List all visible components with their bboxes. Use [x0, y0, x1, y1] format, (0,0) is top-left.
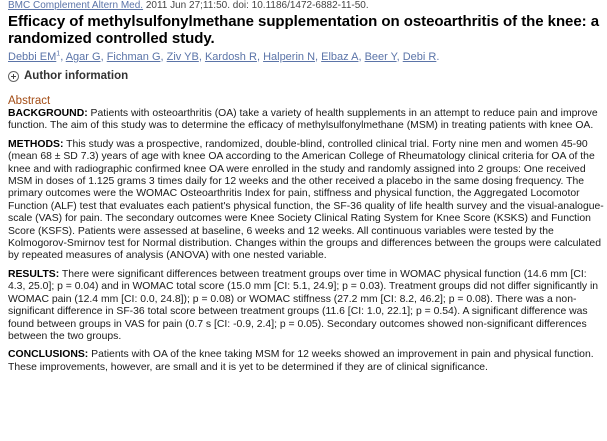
author-separator: , [256, 51, 264, 63]
abstract-conclusions [8, 349, 604, 374]
author-separator: , [198, 51, 205, 63]
author-separator: , [396, 51, 403, 63]
abstract-heading: Abstract [8, 95, 51, 107]
author-link[interactable]: Halperin N [263, 51, 316, 63]
plus-circle-icon[interactable] [8, 71, 19, 82]
citation-details: 2011 Jun 27;11:50. doi: 10.1186/1472-6882-11-50. [143, 0, 369, 11]
author-separator: , [60, 51, 66, 63]
citation-line [8, 0, 604, 12]
author-list [8, 51, 604, 64]
background-text: Patients with osteoarthritis (OA) take a variety of health supplements in an attempt to reduce pain and improve function. The aim of this study was to determine the efficacy of methylsulfonylmethane (MSM) in treating patients with knee OA. [8, 108, 598, 132]
author-separator: , [160, 51, 167, 63]
abstract-methods [8, 139, 604, 263]
author-link[interactable]: Beer Y [364, 51, 397, 63]
author-information-label[interactable]: Author information [24, 70, 129, 82]
background-label: BACKGROUND: [8, 108, 88, 119]
author-separator: , [315, 51, 322, 63]
author-link[interactable]: Ziv YB [166, 51, 199, 63]
abstract-background [8, 108, 604, 133]
article-page [8, 0, 604, 374]
journal-link[interactable]: BMC Complement Altern Med. [8, 0, 144, 11]
results-text: There were significant differences between treatment groups over time in WOMAC physical function (14.6 mm [CI: 4.3, 25.0]; p = 0.04) and in WOMAC total score (15.0 mm [CI: 5.1, 24.9]; p = 0.03). Treatment groups did not differ significantly in WOMAC pain (12.4 mm [CI: 0.0, 24.8]); p = 0.08) or WOMAC stiffness (27.2 mm [CI: 8.2, 46.2]; p = 0.08). There was a non-significant difference in SF-36 total score between treatment groups (11.6 [CI: 1.0, 22.1]; p = 0.54). A significant difference was found between groups in VAS for pain (0.7 s [CI: -0.9, 2.4]; p = 0.05). Secondary outcomes showed non-significant differences between the two groups. [8, 268, 599, 342]
author-affiliation-sup[interactable]: 1 [56, 50, 61, 58]
conclusions-text: Patients with OA of the knee taking MSM for 12 weeks showed an improvement in pain and physical function. These improvements, however, are small and it is yet to be determined if they are of clinical significance. [8, 349, 594, 373]
author-link[interactable]: Debbi EM [8, 51, 57, 63]
abstract-results [8, 269, 604, 343]
author-link[interactable]: Fichman G [106, 51, 161, 63]
article-title: Efficacy of methylsulfonylmethane supplementation on osteoarthritis of the knee: a randomized controlled study. [8, 13, 600, 47]
results-label: RESULTS: [8, 268, 60, 280]
author-separator: , [100, 51, 107, 63]
author-separator: . [436, 51, 440, 63]
methods-text: This study was a prospective, randomized, double-blind, controlled clinical trial. Forty nine men and women 45-90 (mean 68 ± SD 7.3) years of age with knee OA according to the American College of Rheumatology clinical criteria for OA of the knee and with radiographic confirmed knee OA were enrolled in the study and randomly assigned into 2 groups: One received MSM in doses of 1.125 grams 3 times daily for 12 weeks and the other received a placebo in the same dosing frequency. The primary outcomes were the WOMAC Osteoarthritis Index for pain, stiffness and physical function, the Aggregated Locomotor Function (ALF) test that evaluates each patient's physical function, the SF-36 quality of life health survey and the visual-analogue-scale (VAS) for pain. The secondary outcomes were Knee Society Clinical Rating System for Knee Score (KSKS) and Function Score (KSFS). Patients were assessed at baseline, 6 weeks and 12 weeks. All continuous variables were tested by the Kolmogorov-Smirnov test for Normal distribution. Changes within the groups and differences between the groups were calculated by repeated measures of analysis (ANOVA) with one nested variable. [8, 138, 604, 262]
author-link[interactable]: Debi R [402, 51, 437, 63]
author-link[interactable]: Kardosh R [204, 51, 257, 63]
methods-label: METHODS: [8, 138, 64, 150]
author-link[interactable]: Elbaz A [321, 51, 359, 63]
author-separator: , [358, 51, 365, 63]
conclusions-label: CONCLUSIONS: [8, 349, 89, 361]
author-link[interactable]: Agar G [65, 51, 101, 63]
author-information-toggle[interactable] [8, 70, 604, 83]
